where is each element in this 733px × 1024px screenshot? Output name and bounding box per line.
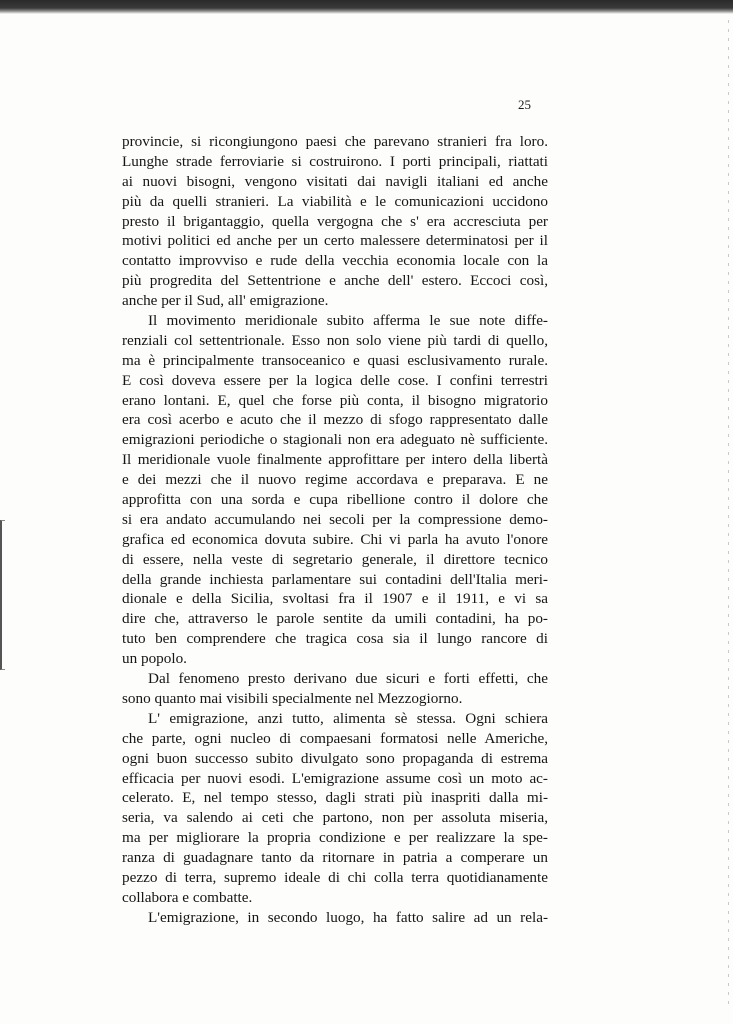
body-text — [122, 132, 548, 928]
text-line: grafica ed economica dovuta subire. Chi vi parla ha avuto l'onore — [122, 530, 548, 548]
text-line: presto il brigantaggio, quella vergogna che s' era accresciuta per — [122, 212, 548, 230]
top-border-rule — [0, 0, 733, 14]
text-line: ogni buon successo subito divulgato sono propaganda di estrema — [122, 749, 548, 767]
text-line: contatto improvviso e rude della vecchia economia locale con la — [122, 252, 548, 270]
text-line: ma per migliorare la propria condizione e per realizzare la spe- — [122, 829, 548, 847]
text-line: ranza di guadagnare tanto da ritornare in patria a comperare un — [122, 849, 548, 867]
text-line: Il meridionale vuole finalmente approfittare per intero della libertà — [122, 451, 548, 469]
text-line: e dei mezzi che il nuovo regime accordava e preparava. E ne — [122, 471, 548, 489]
text-line: approfitta con una sorda e cupa ribellione contro il dolore che — [122, 491, 548, 509]
text-line: della grande inchiesta parlamentare sui contadini dell'Italia meri- — [122, 570, 548, 588]
text-line: pezzo di terra, supremo ideale di chi colla terra quotidianamente — [122, 868, 548, 886]
text-line: più da quelli stranieri. La viabilità e le comunicazioni uccidono — [122, 192, 548, 210]
text-line: L' emigrazione, anzi tutto, alimenta sè stessa. Ogni schiera — [148, 709, 548, 727]
text-line: sono quanto mai visibili specialmente nel Mezzogiorno. — [122, 689, 463, 707]
text-line: motivi politici ed anche per un certo malessere determinatosi per il — [122, 232, 548, 250]
text-line: Il movimento meridionale subito afferma le sue note diffe- — [148, 312, 548, 330]
text-line: L'emigrazione, in secondo luogo, ha fatto salire ad un rela- — [148, 908, 548, 926]
text-line: si era andato accumulando nei secoli per la compressione demo- — [122, 510, 548, 528]
text-line: E così doveva essere per la logica delle cose. I confini terrestri — [122, 371, 548, 389]
text-line: un popolo. — [122, 650, 187, 668]
text-line: emigrazioni periodiche o stagionali non era adeguato nè sufficiente. — [122, 431, 548, 449]
text-line: più progredita del Settentrione e anche dell' estero. Eccoci così, — [122, 272, 548, 290]
text-line: renziali col settentrionale. Esso non solo viene più tardi di quello, — [122, 331, 548, 349]
text-line: celerato. E, nel tempo stesso, dagli strati più inaspriti dalla mi- — [122, 789, 548, 807]
text-line: erano lontani. E, quel che forse più conta, il bisogno migratorio — [122, 391, 548, 409]
text-line: ai nuovi bisogni, vengono visitati dai navigli italiani ed anche — [122, 172, 548, 190]
text-line: Lunghe strade ferroviarie si costruirono. I porti principali, riattati — [122, 152, 548, 170]
text-line: provincie, si ricongiungono paesi che parevano stranieri fra loro. — [122, 133, 548, 150]
text-line: di essere, nella veste di segretario generale, il direttore tecnico — [122, 550, 548, 568]
binding-edge-mark — [0, 520, 5, 670]
text-line: era così acerbo e acuto che il mezzo di sfogo rappresentato dalle — [122, 411, 548, 429]
text-line: anche per il Sud, all' emigrazione. — [122, 292, 329, 310]
text-line: collabora e combatte. — [122, 888, 253, 906]
text-line: che parte, ogni nucleo di compaesani formatosi nelle Americhe, — [122, 729, 548, 747]
text-line: ma è principalmente transoceanico e quasi esclusivamento rurale. — [122, 351, 548, 369]
text-line: seria, va salendo ai ceti che partono, non per assoluta miseria, — [122, 809, 548, 827]
text-line: Dal fenomeno presto derivano due sicuri e forti effetti, che — [148, 670, 548, 688]
page-edge — [728, 20, 729, 1010]
text-line: efficacia per nuovi esodi. L'emigrazione assume così un moto ac- — [122, 769, 548, 787]
text-line: dire che, attraverso le parole sentite da umili contadini, ha po- — [122, 610, 548, 628]
text-line: dionale e della Sicilia, svoltasi fra il 1907 e il 1911, e vi sa — [122, 590, 548, 608]
text-line: tuto ben comprendere che tragica cosa sia il lungo rancore di — [122, 630, 548, 648]
page-number: 25 — [518, 97, 531, 112]
